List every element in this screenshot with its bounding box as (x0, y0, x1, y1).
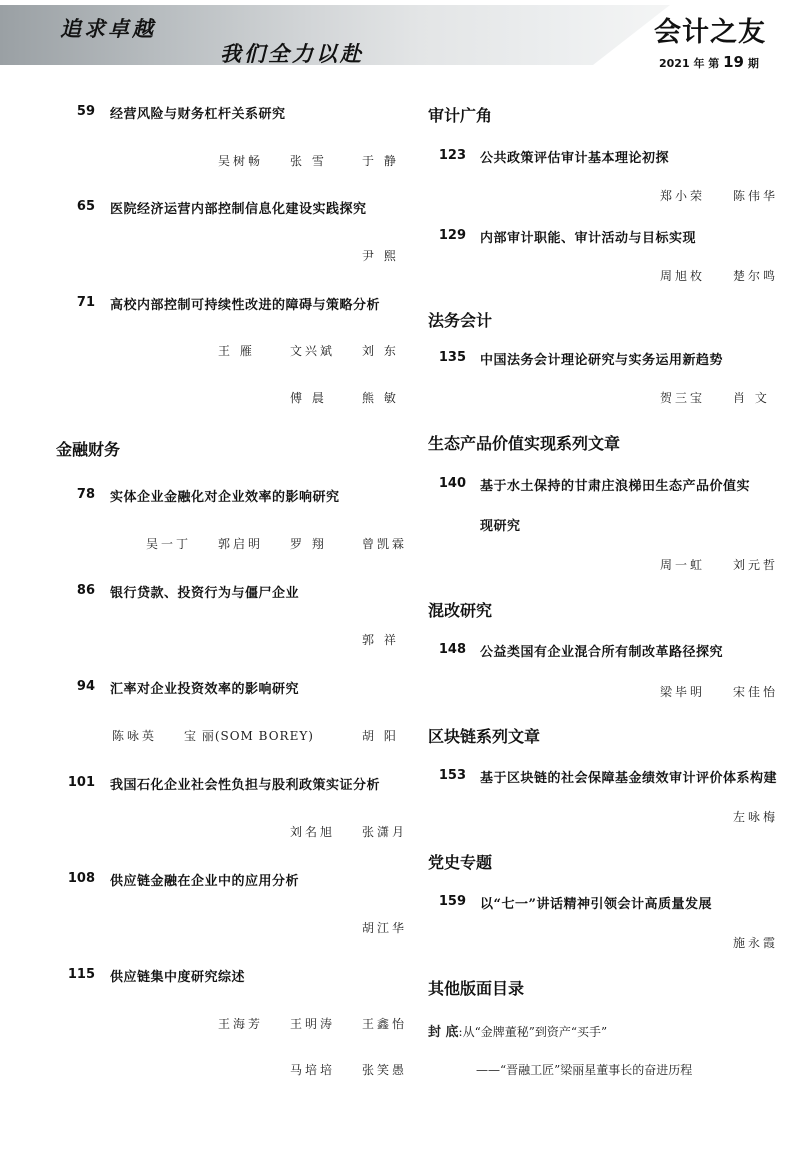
toc-author: 傅 晨 (290, 391, 327, 405)
toc-article-title[interactable]: 供应链金融在企业中的应用分析 (110, 874, 300, 889)
toc-author: 楚尔鸣 (733, 269, 779, 283)
back-cover-entry[interactable] (428, 1021, 607, 1040)
toc-author: 于 静 (362, 154, 399, 168)
toc-author: 郑小荣 (660, 189, 706, 203)
section-heading-other: 其他版面目录 (428, 979, 525, 998)
slogan-line2: 我们全力以赴 (220, 41, 364, 66)
section-heading-finance: 金融财务 (56, 440, 121, 459)
toc-author: 曾凯霖 (362, 537, 408, 551)
section-heading-ecology: 生态产品价值实现系列文章 (428, 434, 621, 453)
toc-author: 张笑愚 (362, 1063, 408, 1077)
toc-article-title[interactable]: 医院经济运营内部控制信息化建设实践探究 (110, 202, 367, 217)
toc-author: 王海芳 (218, 1017, 264, 1031)
toc-author: 梁毕明 (660, 685, 706, 699)
toc-page-number: 71 (76, 295, 95, 310)
toc-page-number: 123 (438, 148, 466, 163)
toc-article-title[interactable]: 基于水土保持的甘肃庄浪梯田生态产品价值实 (480, 479, 751, 494)
toc-page-number: 115 (67, 967, 95, 982)
toc-author: 宋佳怡 (733, 685, 779, 699)
toc-page-number: 148 (438, 642, 466, 657)
toc-author: 周旭枚 (660, 269, 706, 283)
masthead (0, 0, 800, 75)
toc-author: 肖 文 (733, 391, 770, 405)
toc-author: 刘 东 (362, 344, 399, 358)
toc-author: 宝 丽(SOM BOREY) (184, 729, 314, 743)
toc-page-number: 78 (76, 487, 95, 502)
toc-article-title[interactable]: 基于区块链的社会保障基金绩效审计评价体系构建 (480, 771, 778, 786)
toc-article-title[interactable]: 汇率对企业投资效率的影响研究 (110, 682, 300, 697)
toc-article-title[interactable]: 我国石化企业社会性负担与股利政策实证分析 (110, 778, 381, 793)
section-heading-blockchain: 区块链系列文章 (428, 727, 541, 746)
toc-author: 王 雁 (218, 344, 255, 358)
back-cover-label: 封 底 (428, 1025, 459, 1040)
toc-author: 吴树畅 (218, 154, 264, 168)
toc-author: 左咏梅 (733, 810, 779, 824)
issue-prefix: 2021 年 第 (659, 57, 720, 70)
toc-page-number: 159 (438, 894, 466, 909)
toc-article-title[interactable]: 经营风险与财务杠杆关系研究 (110, 107, 286, 122)
toc-page-number: 94 (76, 679, 95, 694)
toc-article-title[interactable]: 公益类国有企业混合所有制改革路径探究 (480, 645, 724, 660)
toc-article-title[interactable]: 银行贷款、投资行为与僵尸企业 (110, 586, 300, 601)
issue-suffix: 期 (747, 57, 759, 70)
section-heading-party-history: 党史专题 (428, 853, 493, 872)
toc-author: 文兴斌 (290, 344, 336, 358)
toc-author: 陈咏英 (112, 729, 158, 743)
back-cover-subtitle: ——“晋融工匠”梁丽星董事长的奋进历程 (476, 1063, 693, 1077)
toc-page-number: 86 (76, 583, 95, 598)
toc-author: 胡 阳 (362, 729, 399, 743)
toc-page-number: 59 (76, 104, 95, 119)
issue-number: 19 (723, 53, 744, 71)
toc-article-title[interactable]: 公共政策评估审计基本理论初探 (480, 151, 670, 166)
toc-page-number: 65 (76, 199, 95, 214)
toc-page-number: 108 (67, 871, 95, 886)
toc-author: 周一虹 (660, 558, 706, 572)
journal-title: 会计之友 (654, 17, 766, 48)
toc-author: 施永霞 (733, 936, 779, 950)
toc-article-title[interactable]: 实体企业金融化对企业效率的影响研究 (110, 490, 340, 505)
section-heading-forensic: 法务会计 (428, 311, 493, 330)
slogan-line1: 追求卓越 (60, 16, 156, 41)
toc-author: 胡江华 (362, 921, 408, 935)
toc-author: 马培培 (290, 1063, 336, 1077)
toc-article-title[interactable]: 中国法务会计理论研究与实务运用新趋势 (480, 353, 724, 368)
toc-author: 张潇月 (362, 825, 408, 839)
toc-page-number: 153 (438, 768, 466, 783)
toc-author: 贺三宝 (660, 391, 706, 405)
toc-page-number: 101 (67, 775, 95, 790)
toc-author: 郭启明 (218, 537, 264, 551)
toc-author: 刘名旭 (290, 825, 336, 839)
issue-label (659, 53, 759, 71)
toc-article-title[interactable]: 高校内部控制可持续性改进的障碍与策略分析 (110, 298, 381, 313)
toc-author: 王鑫怡 (362, 1017, 408, 1031)
toc-article-title[interactable]: 内部审计职能、审计活动与目标实现 (480, 231, 697, 246)
toc-article-title[interactable]: 以“七一”讲话精神引领会计高质量发展 (480, 897, 712, 912)
toc-page-number: 129 (438, 228, 466, 243)
toc-author: 吴一丁 (146, 537, 192, 551)
toc-author: 张 雪 (290, 154, 327, 168)
toc-article-title-continued[interactable]: 现研究 (480, 519, 521, 534)
toc-author: 尹 熙 (362, 249, 399, 263)
toc-page-number: 135 (438, 350, 466, 365)
toc-author: 刘元哲 (733, 558, 779, 572)
toc-article-title[interactable]: 供应链集中度研究综述 (110, 970, 246, 985)
back-cover-title: :从“金牌董秘”到资产“买手” (458, 1025, 608, 1039)
toc-author: 郭 祥 (362, 633, 399, 647)
toc-page-number: 140 (438, 476, 466, 491)
section-heading-audit: 审计广角 (428, 106, 493, 125)
toc-author: 熊 敏 (362, 391, 399, 405)
toc-author: 陈伟华 (733, 189, 779, 203)
toc-author: 王明涛 (290, 1017, 336, 1031)
toc-author: 罗 翔 (290, 537, 327, 551)
section-heading-reform: 混改研究 (428, 601, 493, 620)
